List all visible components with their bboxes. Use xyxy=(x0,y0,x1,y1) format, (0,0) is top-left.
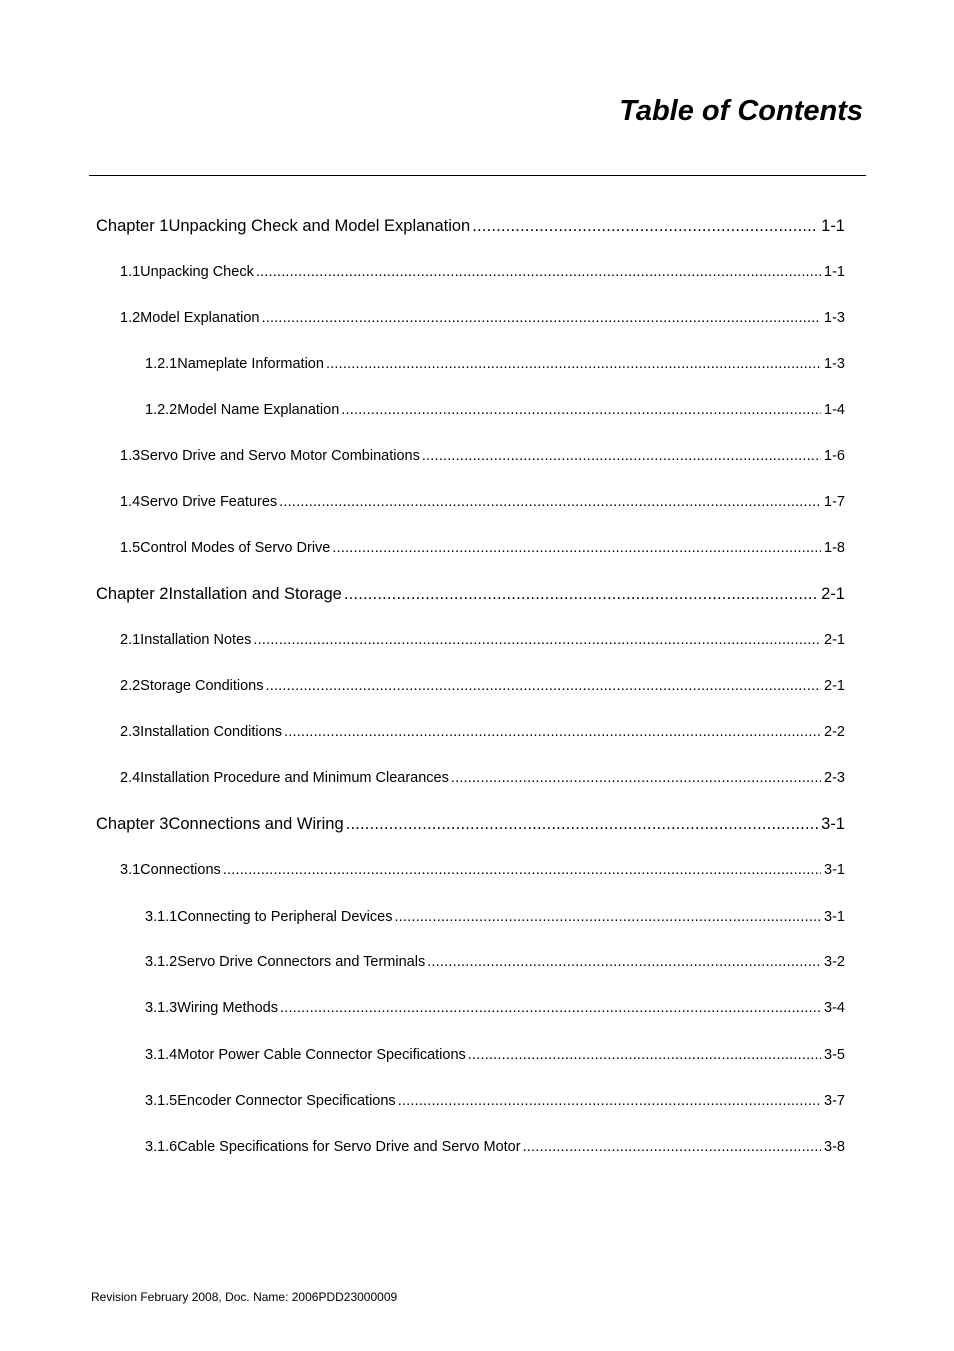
toc-entry-title: Encoder Connector Specifications xyxy=(177,1093,396,1109)
toc-entry-title: Control Modes of Servo Drive xyxy=(140,540,331,556)
toc-entry-title: Unpacking Check and Model Explanation xyxy=(168,217,471,235)
toc-entry[interactable] xyxy=(145,1000,845,1016)
toc-entry-title: Unpacking Check xyxy=(140,264,254,280)
title-divider xyxy=(89,175,866,176)
toc-entry-number: 1.5 xyxy=(120,540,141,556)
toc-entry-title: Servo Drive and Servo Motor Combinations xyxy=(140,448,420,464)
toc-entry-number: 2.2 xyxy=(120,678,141,694)
toc-entry-number: 2.3 xyxy=(120,724,141,740)
dot-leader xyxy=(422,448,821,464)
toc-entry[interactable] xyxy=(120,448,845,464)
toc-entry-number: 3.1.1 xyxy=(145,909,178,925)
dot-leader xyxy=(344,585,818,604)
toc-entry-page: 2-3 xyxy=(824,770,845,786)
dot-leader xyxy=(472,217,818,236)
toc-entry-page: 1-1 xyxy=(821,217,845,235)
footer-revision: Revision February 2008, Doc. Name: 2006PDD23000009 xyxy=(91,1290,398,1304)
dot-leader xyxy=(523,1139,821,1155)
toc-entry-title: Connecting to Peripheral Devices xyxy=(177,909,393,925)
toc-entry-title: Installation Conditions xyxy=(140,724,283,740)
dot-leader xyxy=(223,862,821,878)
toc-entry-title: Cable Specifications for Servo Drive and Servo Motor xyxy=(177,1139,521,1155)
toc-entry-page: 3-1 xyxy=(824,862,845,878)
toc-entry-title: Servo Drive Features xyxy=(140,494,278,510)
toc-entry-page: 3-7 xyxy=(824,1093,845,1109)
toc-entry-page: 3-8 xyxy=(824,1139,845,1155)
toc-entry-title: Wiring Methods xyxy=(177,1000,278,1016)
toc-entry-page: 3-1 xyxy=(821,815,845,833)
toc-entry-page: 1-6 xyxy=(824,448,845,464)
toc-entry-page: 1-3 xyxy=(824,356,845,372)
dot-leader xyxy=(326,356,821,372)
dot-leader xyxy=(261,310,821,326)
toc-entry[interactable] xyxy=(120,770,845,786)
toc-entry-page: 2-1 xyxy=(824,632,845,648)
toc-entry-number: 3.1.4 xyxy=(145,1047,178,1063)
toc-entry-number: 3.1.5 xyxy=(145,1093,178,1109)
toc-entry-page: 2-2 xyxy=(824,724,845,740)
toc-entry-title: Connections xyxy=(140,862,221,878)
toc-entry-number: Chapter 3 xyxy=(96,815,169,833)
dot-leader xyxy=(256,264,821,280)
dot-leader xyxy=(398,1093,821,1109)
toc-entry-title: Model Name Explanation xyxy=(177,402,340,418)
toc-entry[interactable] xyxy=(145,954,845,970)
dot-leader xyxy=(468,1047,821,1063)
toc-chapter-entry[interactable] xyxy=(96,585,845,604)
toc-chapter-entry[interactable] xyxy=(96,217,845,236)
toc-entry-page: 1-4 xyxy=(824,402,845,418)
toc-entry-number: 2.1 xyxy=(120,632,141,648)
toc-entry-page: 1-1 xyxy=(824,264,845,280)
toc-entry-title: Model Explanation xyxy=(140,310,260,326)
toc-entry-title: Installation Procedure and Minimum Clearances xyxy=(140,770,449,786)
dot-leader xyxy=(280,1000,821,1016)
page-title: Table of Contents xyxy=(619,95,863,127)
toc-entry-number: 2.4 xyxy=(120,770,141,786)
toc-entry-page: 3-1 xyxy=(824,909,845,925)
toc-entry-number: 1.2.2 xyxy=(145,402,178,418)
toc-entry[interactable] xyxy=(120,264,845,280)
toc-entry-number: 1.4 xyxy=(120,494,141,510)
toc-entry-page: 1-7 xyxy=(824,494,845,510)
dot-leader xyxy=(451,770,821,786)
toc-entry-page: 3-5 xyxy=(824,1047,845,1063)
toc-entry-number: Chapter 2 xyxy=(96,585,169,603)
dot-leader xyxy=(346,815,818,834)
toc-entry[interactable] xyxy=(145,1093,845,1109)
toc-entry[interactable] xyxy=(120,494,845,510)
toc-entry-number: 3.1.6 xyxy=(145,1139,178,1155)
toc-entry[interactable] xyxy=(120,540,845,556)
toc-entry-title: Motor Power Cable Connector Specifications xyxy=(177,1047,466,1063)
dot-leader xyxy=(332,540,821,556)
toc-entry[interactable] xyxy=(120,310,845,326)
dot-leader xyxy=(253,632,821,648)
toc-entry-number: Chapter 1 xyxy=(96,217,169,235)
toc-entry[interactable] xyxy=(145,356,845,372)
toc-entry-number: 1.1 xyxy=(120,264,141,280)
toc-entry-number: 1.3 xyxy=(120,448,141,464)
dot-leader xyxy=(394,909,821,925)
toc-entry[interactable] xyxy=(145,1139,845,1155)
toc-entry-number: 1.2.1 xyxy=(145,356,178,372)
toc-entry-number: 3.1 xyxy=(120,862,141,878)
toc-entry-title: Nameplate Information xyxy=(177,356,324,372)
toc-entry-number: 3.1.3 xyxy=(145,1000,178,1016)
dot-leader xyxy=(279,494,821,510)
toc-entry[interactable] xyxy=(145,402,845,418)
toc-entry-title: Connections and Wiring xyxy=(168,815,344,833)
toc-entry-page: 1-3 xyxy=(824,310,845,326)
toc-entry-title: Servo Drive Connectors and Terminals xyxy=(177,954,426,970)
toc-entry[interactable] xyxy=(145,909,845,925)
toc-entry-page: 2-1 xyxy=(824,678,845,694)
dot-leader xyxy=(341,402,821,418)
dot-leader xyxy=(427,954,821,970)
toc-entry[interactable] xyxy=(120,724,845,740)
toc-entry-title: Installation Notes xyxy=(140,632,252,648)
dot-leader xyxy=(284,724,821,740)
toc-entry-page: 3-4 xyxy=(824,1000,845,1016)
toc-entry-title: Installation and Storage xyxy=(168,585,342,603)
toc-entry[interactable] xyxy=(120,862,845,878)
toc-entry[interactable] xyxy=(120,678,845,694)
toc-entry-number: 1.2 xyxy=(120,310,141,326)
toc-chapter-entry[interactable] xyxy=(96,815,845,834)
toc-entry[interactable] xyxy=(120,632,845,648)
toc-entry-page: 1-8 xyxy=(824,540,845,556)
toc-entry-number: 3.1.2 xyxy=(145,954,178,970)
toc-entry[interactable] xyxy=(145,1047,845,1063)
dot-leader xyxy=(266,678,822,694)
toc-entry-page: 3-2 xyxy=(824,954,845,970)
toc-entry-title: Storage Conditions xyxy=(140,678,264,694)
toc-entry-page: 2-1 xyxy=(821,585,845,603)
